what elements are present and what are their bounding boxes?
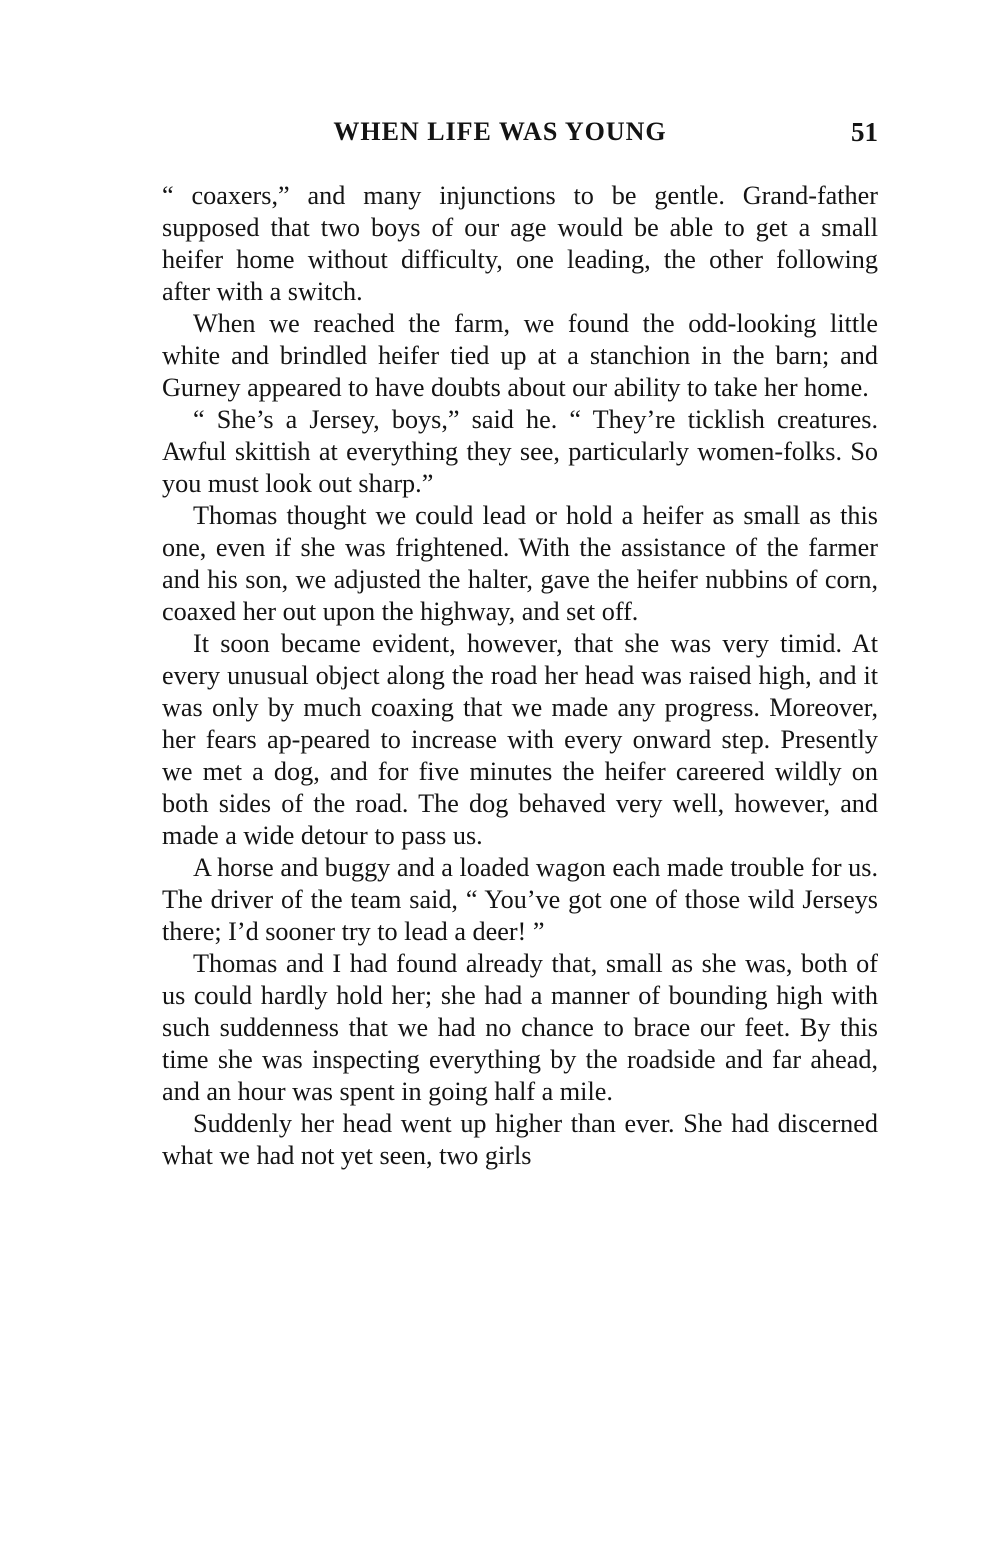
paragraph: “ She’s a Jersey, boys,” said he. “ They’re ticklish creatures. Awful skittish at everything they see, particularly women-folks. So you must look out sharp.” [162, 405, 878, 498]
paragraph: “ coaxers,” and many injunctions to be gentle. Grand-father supposed that two boys of our age would be able to get a small heifer home without difficulty, one leading, the other following after with a switch. [162, 181, 878, 306]
paragraph: Thomas and I had found already that, small as she was, both of us could hardly hold her; she had a manner of bounding high with such suddenness that we had no chance to brace our feet. By this time she was inspecting everything by the roadside and far ahead, and an hour was spent in going half a mile. [162, 949, 878, 1106]
paragraph: Suddenly her head went up higher than ever. She had discerned what we had not yet seen, two girls [162, 1109, 878, 1170]
running-head [162, 112, 878, 152]
paragraph: Thomas thought we could lead or hold a heifer as small as this one, even if she was frightened. With the assistance of the farmer and his son, we adjusted the halter, gave the heifer nubbins of corn, coaxed her out upon the highway, and set off. [162, 501, 878, 626]
paragraph: A horse and buggy and a loaded wagon each made trouble for us. The driver of the team said, “ You’ve got one of those wild Jerseys there; I’d sooner try to lead a deer! ” [162, 853, 878, 946]
running-title: WHEN LIFE WAS YOUNG [333, 117, 667, 146]
page-number: 51 [851, 117, 878, 147]
body-text [162, 180, 878, 1172]
paragraph: When we reached the farm, we found the odd-looking little white and brindled heifer tied up at a stanchion in the barn; and Gurney appeared to have doubts about our ability to take her home. [162, 309, 878, 402]
paragraph: It soon became evident, however, that she was very timid. At every unusual object along the road her head was raised high, and it was only by much coaxing that we made any progress. Moreover, her fears ap-peared to increase with every onward step. Presently we met a dog, and for five minutes the heifer careered wildly on both sides of the road. The dog behaved very well, however, and made a wide detour to pass us. [162, 629, 878, 850]
